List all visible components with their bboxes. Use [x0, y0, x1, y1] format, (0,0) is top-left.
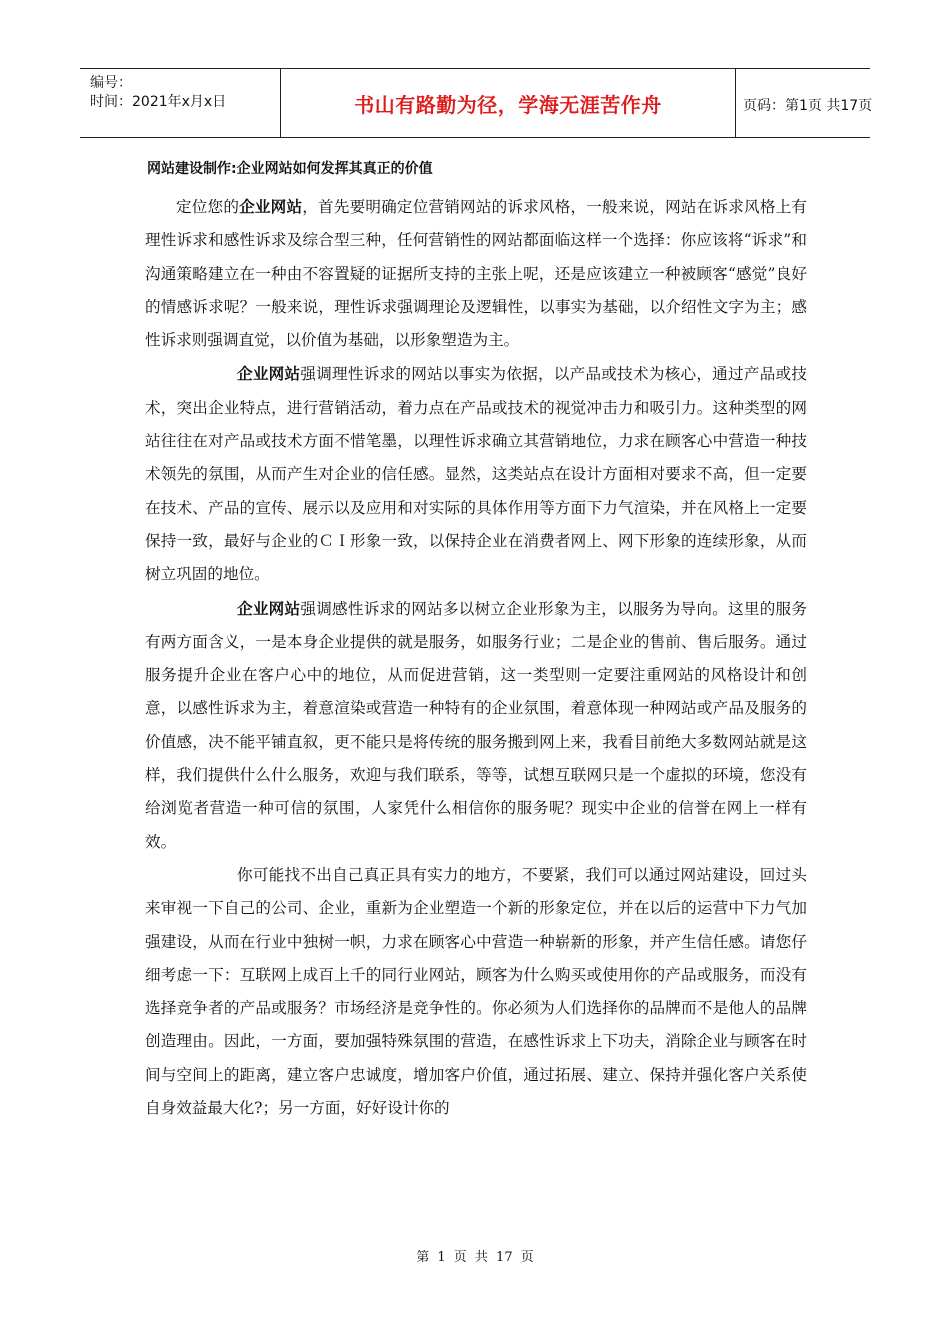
- header-left-cell: [80, 69, 280, 137]
- header-motto-cell: [280, 69, 736, 137]
- header-right-cell: [735, 69, 873, 137]
- paragraph-3-keyword: 企业网站: [237, 598, 301, 618]
- paragraph-2: [145, 357, 807, 591]
- paragraph-3: [145, 592, 807, 859]
- page-code: 页码：第1页 共17页: [743, 98, 873, 114]
- paragraph-4-text: 你可能找不出自己真正具有实力的地方，不要紧，我们可以通过网站建设，回过头来审视一下自己的公司、企业，重新为企业塑造一个新的形象定位，并在以后的运营中下力气加强建设，从而在行业中独树一帜，力求在顾客心中营造一种崭新的形象，并产生信任感。请您仔细考虑一下：互联网上成百上千的同行业网站，顾客为什么购买或使用你的产品或服务，而没有选择竞争者的产品或服务？市场经济是竞争性的。你必须为人们选择你的品牌而不是他人的品牌创造理由。因此，一方面，要加强特殊氛围的营造，在感性诉求上下功夫，消除企业与顾客在时间与空间上的距离，建立客户忠诚度，增加客户价值，通过拓展、建立、保持并强化客户关系使自身效益最大化?；另一方面，好好设计你的: [145, 865, 807, 1118]
- document-body: [145, 190, 807, 1125]
- motto-text: 书山有路勤为径，学海无涯苦作舟: [354, 93, 662, 117]
- page-footer: 第 1 页 共 17 页: [416, 1250, 534, 1265]
- paragraph-4: [145, 859, 807, 1125]
- document-title: 网站建设制作:企业网站如何发挥其真正的价值: [147, 161, 433, 177]
- paragraph-3-text: 强调感性诉求的网站多以树立企业形象为主，以服务为导向。这里的服务有两方面含义，一是本身企业提供的就是服务，如服务行业；二是企业的售前、售后服务。通过服务提升企业在客户心中的地位，从而促进营销，这一类型则一定要注重网站的风格设计和创意，以感性诉求为主，着意渲染或营造一种特有的企业氛围，着意体现一种网站或产品及服务的价值感，决不能平铺直叙，更不能只是将传统的服务搬到网上来，我看目前绝大多数网站就是这样，我们提供什么什么服务，欢迎与我们联系，等等，试想互联网只是一个虚拟的环境，您没有给浏览者营造一种可信的氛围，人家凭什么相信你的服务呢？现实中企业的信誉在网上一样有效。: [145, 599, 807, 851]
- paragraph-1-keyword: 企业网站: [239, 197, 303, 216]
- time-label: 时间：2021年x月x日: [90, 94, 227, 110]
- paragraph-2-text: 强调理性诉求的网站以事实为依据，以产品或技术为核心，通过产品或技术，突出企业特点，进行营销活动，着力点在产品或技术的视觉冲击力和吸引力。这种类型的网站往往在对产品或技术方面不惜笔墨，以理性诉求确立其营销地位，力求在顾客心中营造一种技术领先的氛围，从而产生对企业的信任感。显然，这类站点在设计方面相对要求不高，但一定要在技术、产品的宣传、展示以及应用和对实际的具体作用等方面下力气渲染，并在风格上一定要保持一致，最好与企业的ＣＩ形象一致，以保持企业在消费者网上、网下形象的连续形象，从而树立巩固的地位。: [145, 365, 807, 584]
- paragraph-1-lead: 定位您的: [176, 198, 240, 216]
- document-header: [80, 68, 873, 138]
- number-label: 编号：: [90, 75, 132, 91]
- paragraph-1: [145, 190, 807, 357]
- paragraph-2-keyword: 企业网站: [237, 364, 301, 384]
- paragraph-1-text: ，首先要明确定位营销网站的诉求风格，一般来说，网站在诉求风格上有理性诉求和感性诉求及综合型三种，任何营销性的网站都面临这样一个选择：你应该将“诉求”和沟通策略建立在一种由不容置疑的证据所支持的主张上呢，还是应该建立一种被顾客“感觉”良好的情感诉求呢？一般来说，理性诉求强调理论及逻辑性，以事实为基础，以介绍性文字为主；感性诉求则强调直觉，以价值为基础，以形象塑造为主。: [145, 198, 807, 350]
